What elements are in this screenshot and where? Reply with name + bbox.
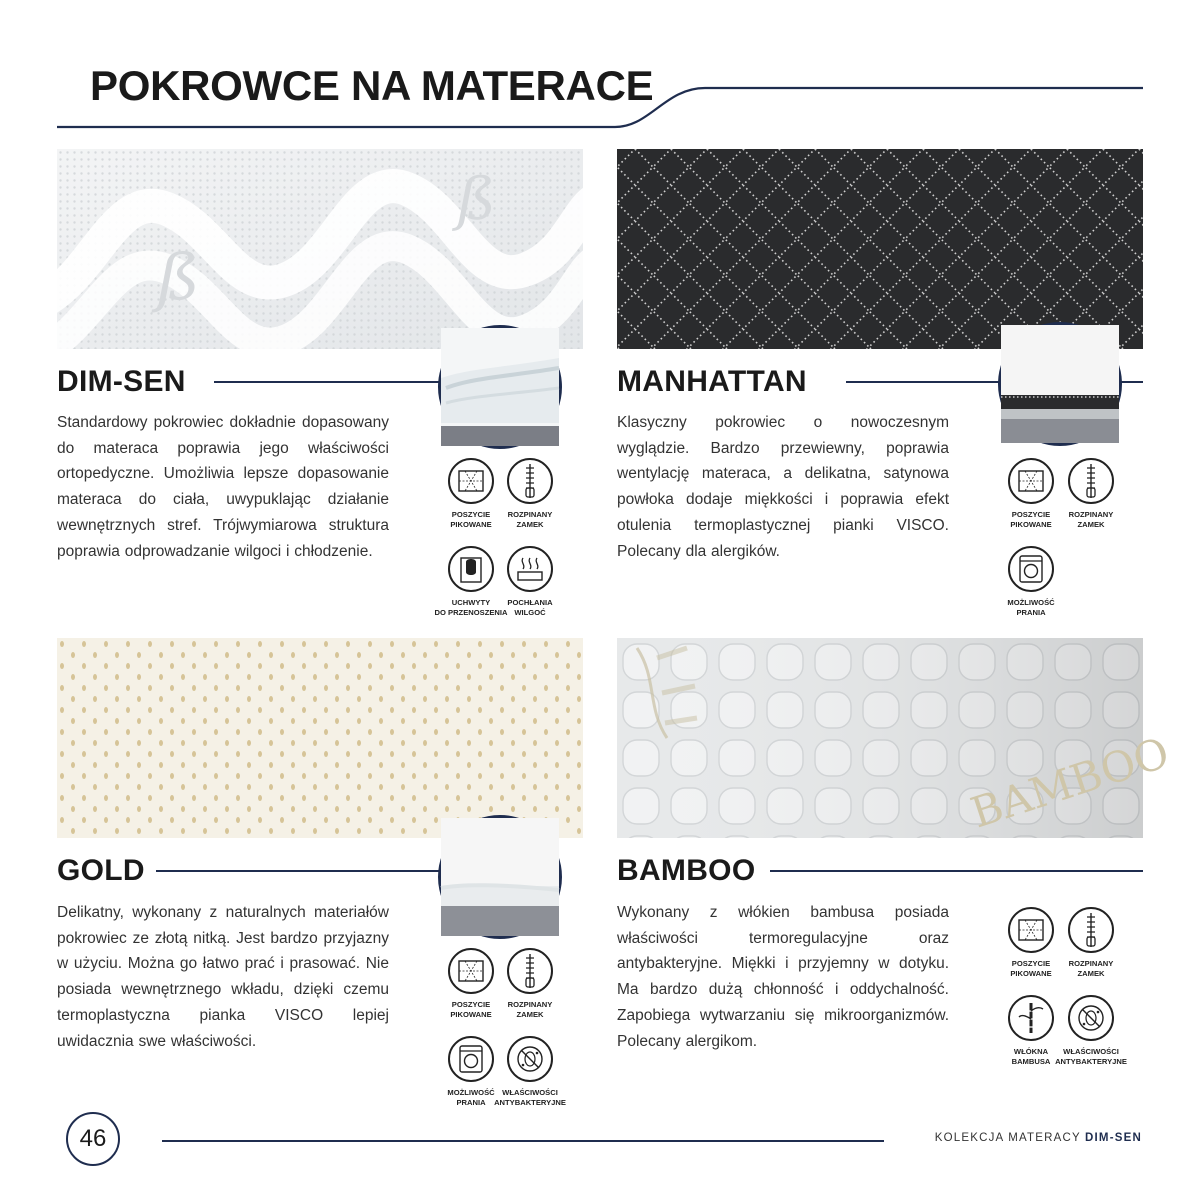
carry-handle-icon [448, 546, 494, 592]
bamboo-title-rule [770, 870, 1143, 872]
footer-line [162, 1140, 884, 1142]
manhattan-feature-quilted: POSZYCIE PIKOWANE [993, 458, 1069, 530]
antibacterial-icon [507, 1036, 553, 1082]
footer-brand: DIM-SEN [1085, 1132, 1142, 1144]
svg-text:ß: ß [457, 165, 496, 233]
header-wave-line [0, 80, 1200, 140]
dimsen-fabric-photo [57, 149, 583, 349]
bamboo-feature-zipper: ROZPINANY ZAMEK [1053, 907, 1129, 979]
gold-feature-washable: MOŻLIWOŚĆ PRANIA [433, 1036, 509, 1108]
manhattan-feature-zipper: ROZPINANY ZAMEK [1053, 458, 1129, 530]
gold-fabric-photo [57, 638, 583, 838]
manhattan-title-rule [846, 381, 1000, 383]
gold-feature-quilted: POSZYCIE PIKOWANE [433, 948, 509, 1020]
quilted-cover-icon [448, 458, 494, 504]
gold-detail-circle [438, 815, 562, 939]
manhattan-feature-washable: MOŻLIWOŚĆ PRANIA [993, 546, 1069, 618]
quilted-cover-icon [1008, 907, 1054, 953]
bamboo-description: Wykonany z włókien bambusa posiada właściwości termoregulacyjne oraz antybakteryjne. Miękki i przyjemny w dotyku. Ma bardzo dużą chłonność i oddychalność. Zapobiega wytwarzaniu się mikroorganizmów. Polecany alergikom. [617, 904, 949, 1050]
gold-feature-zipper: ROZPINANY ZAMEK [492, 948, 568, 1020]
manhattan-fabric-photo [617, 149, 1143, 349]
manhattan-title: MANHATTAN [617, 365, 807, 398]
moisture-absorb-icon [507, 546, 553, 592]
bamboo-title: BAMBOO [617, 854, 756, 887]
gold-description: Delikatny, wykonany z naturalnych materiałów pokrowiec ze złotą nitką. Jest bardzo przyjazny w użyciu. Można go łatwo prać i prasować. Nie posiada wewnętrznego wkładu, dzięki czemu termoplastyczna pianka VISCO lepiej uwidacznia swe właściwości. [57, 904, 389, 1050]
gold-title: GOLD [57, 854, 145, 887]
washing-machine-icon [1008, 546, 1054, 592]
dimsen-feature-handles: UCHWYTY DO PRZENOSZENIA [433, 546, 509, 618]
dimsen-feature-quilted: POSZYCIE PIKOWANE [433, 458, 509, 530]
dimsen-title: DIM-SEN [57, 365, 186, 398]
dimsen-description: Standardowy pokrowiec dokładnie dopasowany do materaca poprawia jego właściwości ortopedyczne. Umożliwia lepsze dopasowanie materaca do ciała, uwypuklając działanie wewnętrznych stref. Trójwymiarowa struktura poprawia odprowadzanie wilgoci i chłodzenie. [57, 414, 389, 560]
manhattan-detail-circle [998, 322, 1122, 446]
dimsen-feature-zipper: ROZPINANY ZAMEK [492, 458, 568, 530]
manhattan-description: Klasyczny pokrowiec o nowoczesnym wyglądzie. Bardzo przewiewny, poprawia wentylację materaca, a delikatna, satynowa powłoka dodaje miękkości i poprawia efekt otulenia termoplastycznej pianki VISCO. Polecany dla alergików. [617, 414, 949, 560]
bamboo-fiber-icon [1008, 995, 1054, 1041]
zipper-icon [507, 948, 553, 994]
dimsen-title-rule [214, 381, 440, 383]
bamboo-feature-quilted: POSZYCIE PIKOWANE [993, 907, 1069, 979]
footer-collection: KOLEKCJA MATERACY DIM-SEN [934, 1132, 1142, 1144]
page-title: POKROWCE NA MATERACE [90, 62, 654, 109]
manhattan-title-rule-right [1120, 381, 1143, 383]
quilted-cover-icon [448, 948, 494, 994]
zipper-icon [1068, 907, 1114, 953]
quilted-cover-icon [1008, 458, 1054, 504]
zipper-icon [1068, 458, 1114, 504]
dimsen-feature-moisture: POCHŁANIA WILGOĆ [492, 546, 568, 618]
washing-machine-icon [448, 1036, 494, 1082]
gold-title-rule [156, 870, 440, 872]
antibacterial-icon [1068, 995, 1114, 1041]
svg-text:ß: ß [157, 241, 200, 315]
page-number: 46 [66, 1112, 120, 1166]
bamboo-feature-antibacterial: WŁAŚCIWOŚCI ANTYBAKTERYJNE [1053, 995, 1129, 1067]
zipper-icon [507, 458, 553, 504]
dimsen-detail-circle [438, 325, 562, 449]
bamboo-feature-fiber: WŁÓKNA BAMBUSA [993, 995, 1069, 1067]
bamboo-photo-lettering: BAMBOO [964, 727, 1175, 838]
gold-feature-antibacterial: WŁAŚCIWOŚCI ANTYBAKTERYJNE [492, 1036, 568, 1108]
bamboo-fabric-photo [617, 638, 1175, 838]
